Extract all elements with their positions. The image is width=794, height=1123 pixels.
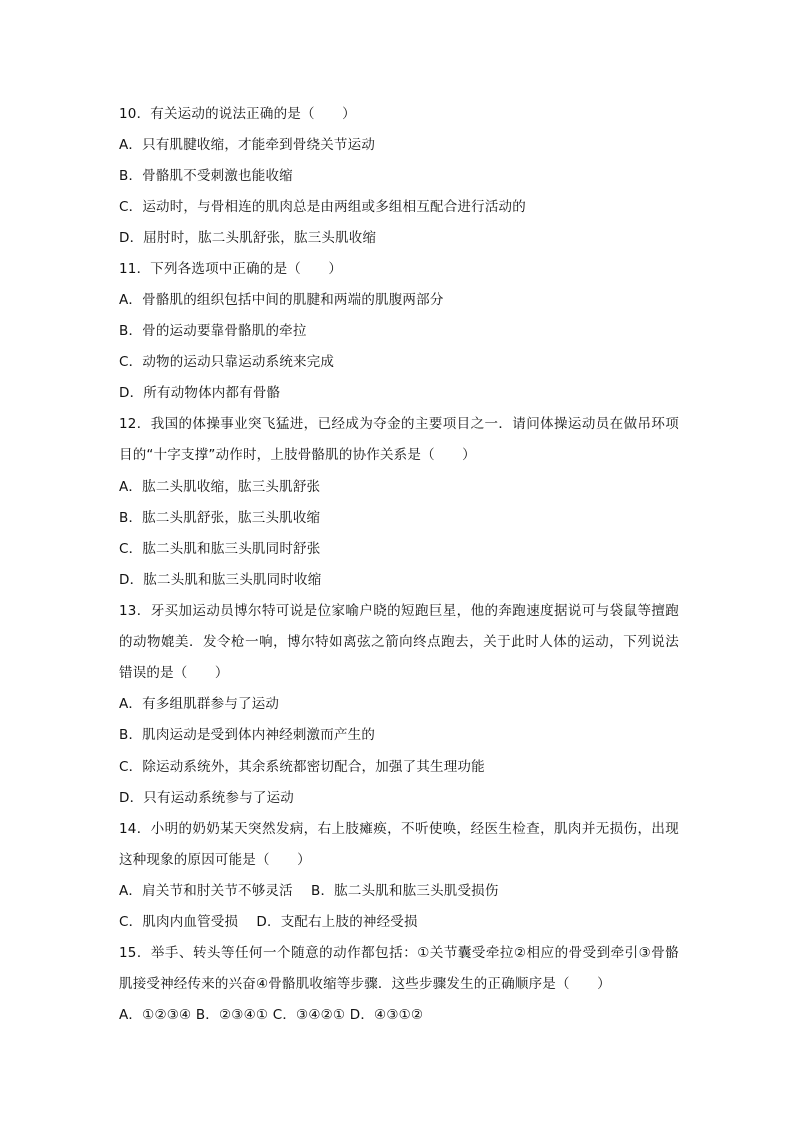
question-12-option-a: A．肱二头肌收缩，肱三头肌舒张 <box>119 479 321 495</box>
question-10-option-d: D．屈肘时，肱二头肌舒张，肱三头肌收缩 <box>119 230 377 246</box>
question-11-stem: 11．下列各选项中正确的是（ ） <box>119 261 343 277</box>
question-12-option-c: C．肱二头肌和肱三头肌同时舒张 <box>119 541 321 557</box>
question-13-option-b: B．肌肉运动是受到体内神经刺激而产生的 <box>119 727 376 743</box>
question-14-options-row-1: A．肩关节和肘关节不够灵活 B．肱二头肌和肱三头肌受损伤 <box>119 883 499 899</box>
question-12-stem-line-1: 12．我国的体操事业突飞猛进，已经成为夺金的主要项目之一．请问体操运动员在做吊环项 <box>119 416 679 432</box>
question-10-stem: 10．有关运动的说法正确的是（ ） <box>119 106 356 122</box>
question-14-options-row-2: C．肌肉内血管受损 D．支配右上肢的神经受损 <box>119 914 418 930</box>
question-10-option-a: A．只有肌腱收缩，才能牵到骨绕关节运动 <box>119 137 376 153</box>
question-15-stem-line-1: 15．举手、转头等任何一个随意的动作都包括：①关节囊受牵拉②相应的骨受到牵引③骨骼 <box>119 945 679 961</box>
question-13-stem-line-3: 错误的是（ ） <box>119 665 229 681</box>
question-12-stem-line-2: 目的“十字支撑”动作时，上肢骨骼肌的协作关系是（ ） <box>119 447 476 463</box>
question-12-option-b: B．肱二头肌舒张，肱三头肌收缩 <box>119 510 321 526</box>
question-15-options-row: A．①②③④ B．②③④① C．③④②① D．④③①② <box>119 1007 424 1023</box>
question-13-option-d: D．只有运动系统参与了运动 <box>119 790 294 806</box>
question-13-option-a: A．有多组肌群参与了运动 <box>119 696 280 712</box>
question-14-stem-line-1: 14．小明的奶奶某天突然发病，右上肢瘫痪，不听使唤，经医生检查，肌肉并无损伤，出现 <box>119 821 679 837</box>
question-10-option-b: B．骨骼肌不受刺激也能收缩 <box>119 168 293 184</box>
question-11-option-a: A．骨骼肌的组织包括中间的肌腱和两端的肌腹两部分 <box>119 292 444 308</box>
question-10-option-c: C．运动时，与骨相连的肌肉总是由两组或多组相互配合进行活动的 <box>119 199 526 215</box>
question-15-stem-line-2: 肌接受神经传来的兴奋④骨骼肌收缩等步骤．这些步骤发生的正确顺序是（ ） <box>119 976 611 992</box>
question-14-stem-line-2: 这种现象的原因可能是（ ） <box>119 852 311 868</box>
question-11-option-c: C．动物的运动只靠运动系统来完成 <box>119 354 335 370</box>
question-11-option-b: B．骨的运动要靠骨骼肌的牵拉 <box>119 323 307 339</box>
question-13-stem-line-1: 13．牙买加运动员博尔特可说是位家喻户晓的短跑巨星，他的奔跑速度据说可与袋鼠等擅跑 <box>119 603 679 619</box>
question-11-option-d: D．所有动物体内都有骨骼 <box>119 385 281 401</box>
question-13-option-c: C．除运动系统外，其余系统都密切配合，加强了其生理功能 <box>119 759 485 775</box>
question-13-stem-line-2: 的动物媲美．发令枪一响，博尔特如离弦之箭向终点跑去，关于此时人体的运动，下列说法 <box>119 634 679 650</box>
question-12-option-d: D．肱二头肌和肱三头肌同时收缩 <box>119 572 322 588</box>
